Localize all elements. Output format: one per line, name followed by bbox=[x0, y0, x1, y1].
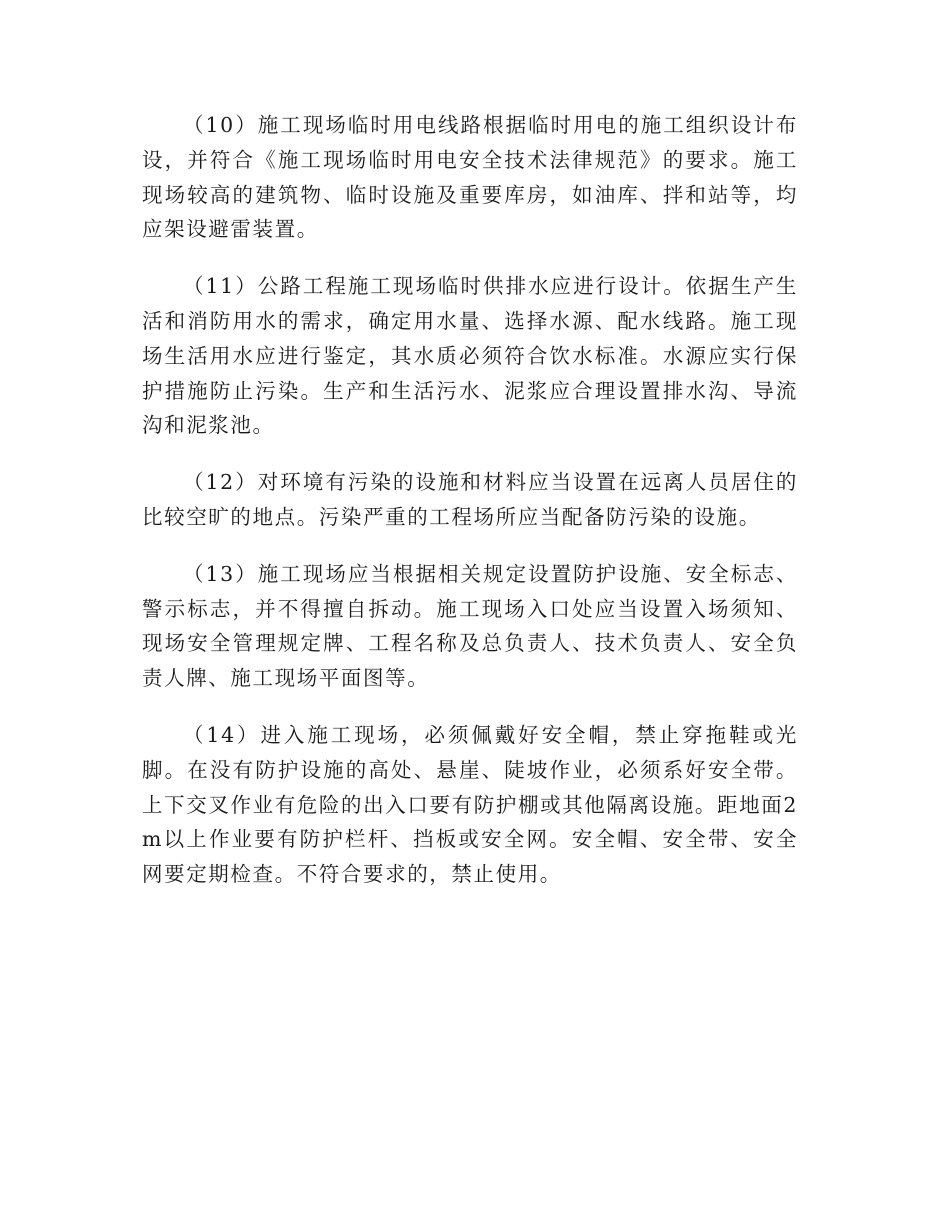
paragraph-10: （10）施工现场临时用电线路根据临时用电的施工组织设计布设，并符合《施工现场临时用电安全技术法律规范》的要求。施工现场较高的建筑物、临时设施及重要库房，如油库、拌和站等，均应架设避雷装置。 bbox=[142, 113, 798, 242]
paragraph-11: （11）公路工程施工现场临时供排水应进行设计。依据生产生活和消防用水的需求，确定用水量、选择水源、配水线路。施工现场生活用水应进行鉴定，其水质必须符合饮水标准。水源应实行保护措施防止污染。生产和生活污水、泥浆应合理设置排水沟、导流沟和泥浆池。 bbox=[142, 274, 798, 438]
paragraph-12: （12）对环境有污染的设施和材料应当设置在远离人员居住的比较空旷的地点。污染严重的工程场所应当配备防污染的设施。 bbox=[142, 470, 798, 529]
paragraph-14: （14）进入施工现场，必须佩戴好安全帽，禁止穿拖鞋或光脚。在没有防护设施的高处、悬崖、陡坡作业，必须系好安全带。上下交叉作业有危险的出入口要有防护棚或其他隔离设施。距地面2m以上作业要有防护栏杆、挡板或安全网。安全帽、安全带、安全网要定期检查。不符合要求的，禁止使用。 bbox=[142, 722, 798, 887]
paragraph-13: （13）施工现场应当根据相关规定设置防护设施、安全标志、警示标志，并不得擅自拆动。施工现场入口处应当设置入场须知、现场安全管理规定牌、工程名称及总负责人、技术负责人、安全负责人牌、施工现场平面图等。 bbox=[142, 561, 798, 691]
